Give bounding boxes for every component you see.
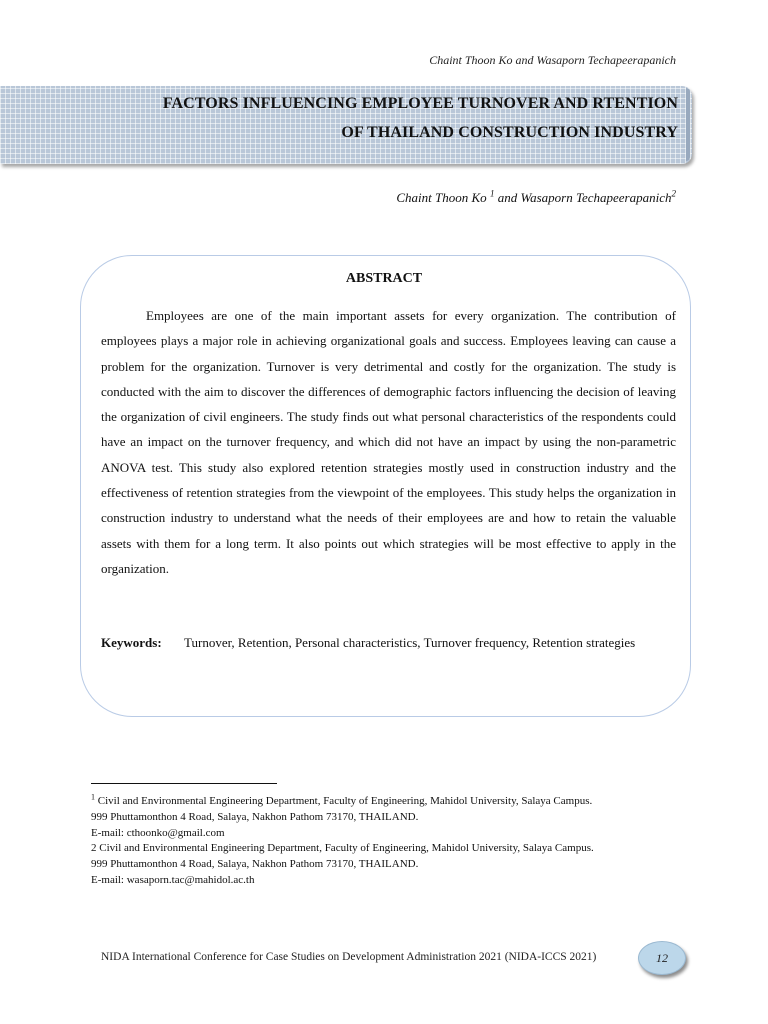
footnote-1-mark: 1 [91,792,95,802]
footnote-rule [91,783,277,784]
footnote-1-address: 999 Phuttamonthon 4 Road, Salaya, Nakhon Pathom 73170, THAILAND. [91,810,419,823]
abstract-body: Employees are one of the main important assets for every organization. The contribution of employees plays a major role in achieving organizational goals and success. Employees leaving can cause a problem for the organization. Turnover is very detrimental and costly for the organization. The study is conducted with the aim to discover the differences of demographic factors influencing the decision of leaving the organization of civil engineers. The study finds out what personal characteristics of the respondents could have an impact on the turnover frequency, and which did not have an impact by using the non-parametric ANOVA test. This study also explored retention strategies mostly used in construction industry and the effectiveness of retention strategies from the viewpoint of the employees. This study helps the organization in construction industry to understand what the needs of their employees are and how to retain the valuable assets with them for a long term. It also points out which strategies will be most effective to apply in the organization. [101,308,676,576]
paper-title [163,89,678,147]
author-connector: and Wasaporn Techapeerapanich [494,190,672,205]
footnote-2-address: 999 Phuttamonthon 4 Road, Salaya, Nakhon Pathom 73170, THAILAND. [91,858,419,871]
running-head: Chaint Thoon Ko and Wasaporn Techapeerapanich [429,53,676,67]
footnote-2-affiliation: 2 Civil and Environmental Engineering Department, Faculty of Engineering, Mahidol University, Salaya Campus. [91,842,594,855]
title-line-2: OF THAILAND CONSTRUCTION INDUSTRY [341,124,678,141]
abstract-heading: ABSTRACT [345,271,423,286]
footnote-1-affiliation: Civil and Environmental Engineering Department, Faculty of Engineering, Mahidol University, Salaya Campus. [95,795,593,807]
author-2-footnote-mark: 2 [671,188,676,199]
footnote-1-line-1 [91,794,701,810]
page-number-badge [638,941,686,975]
keywords-values: Turnover, Retention, Personal characteristics, Turnover frequency, Retention strategies [184,635,636,650]
footnotes [91,794,701,889]
page-number: 12 [656,950,668,965]
author-1-footnote-mark: 1 [489,188,495,199]
author-line [396,190,676,206]
keywords-block [101,630,661,655]
title-line-1: FACTORS INFLUENCING EMPLOYEE TURNOVER AND RTENTION [162,95,678,112]
footnote-1-email: E-mail: cthoonko@gmail.com [91,826,225,839]
keywords-label: Keywords: [101,635,162,650]
footnote-2-email: E-mail: wasaporn.tac@mahidol.ac.th [91,873,255,886]
conference-footer: NIDA International Conference for Case Studies on Development Administration 2021 (NIDA-ICCS 2021) [101,951,597,963]
author-1-name: Chaint Thoon Ko [396,190,490,205]
